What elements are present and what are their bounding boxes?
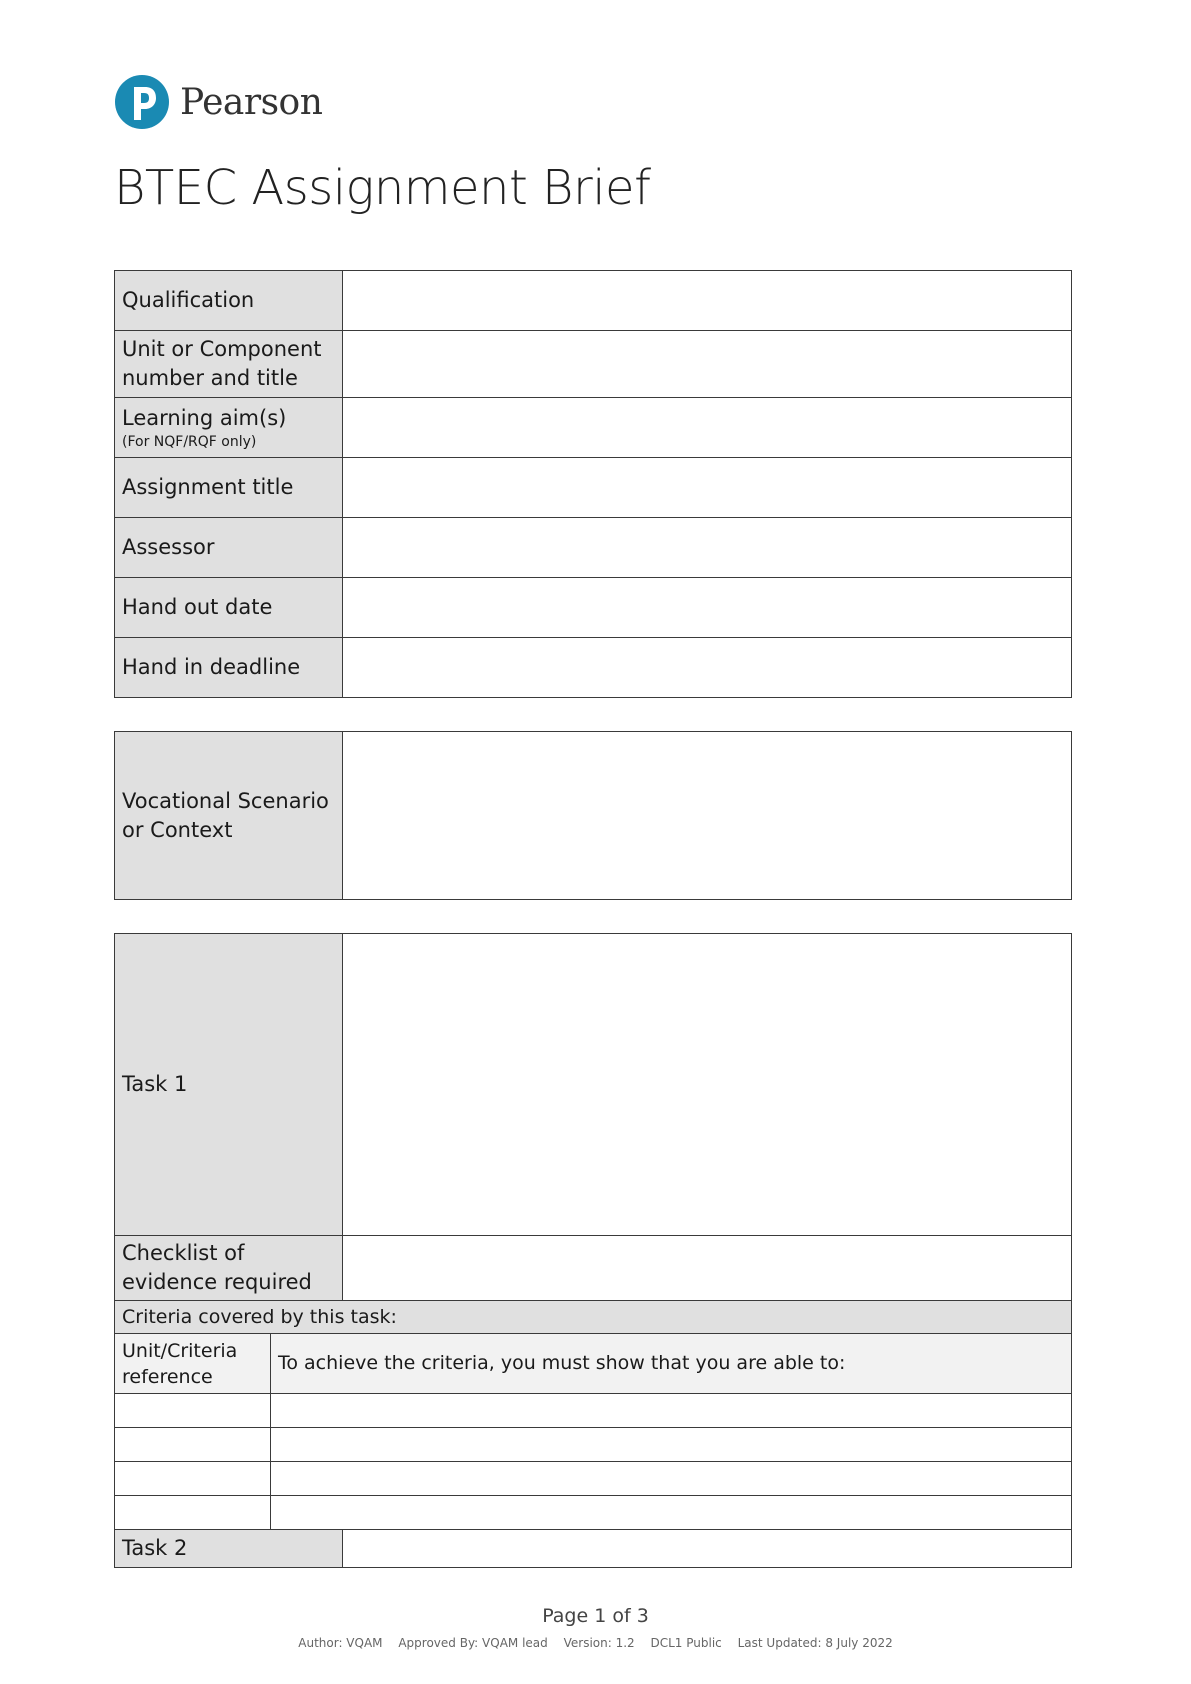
criteria-ref-cell[interactable] [115, 1496, 271, 1530]
footer-approved: Approved By: VQAM lead [398, 1636, 548, 1650]
row-scenario [115, 732, 1072, 900]
criteria-ref-cell[interactable] [115, 1394, 271, 1428]
footer-updated: Last Updated: 8 July 2022 [737, 1636, 893, 1650]
row-hand-out-date [115, 578, 1072, 638]
task1-label: Task 1 [115, 934, 343, 1236]
criteria-ref-cell[interactable] [115, 1428, 271, 1462]
task1-field[interactable] [343, 934, 1072, 1236]
scenario-table [114, 731, 1072, 900]
row-hand-in-deadline [115, 638, 1072, 698]
scenario-label: Vocational Scenario or Context [115, 732, 343, 900]
document-title: BTEC Assignment Brief [114, 160, 651, 216]
hand-out-date-label: Hand out date [115, 578, 343, 638]
footer-metadata [0, 1636, 1191, 1650]
row-task2 [115, 1530, 1072, 1568]
footer-version: Version: 1.2 [563, 1636, 635, 1650]
hand-out-date-field[interactable] [343, 578, 1072, 638]
footer-classification: DCL1 Public [650, 1636, 722, 1650]
row-task1 [115, 934, 1072, 1236]
criteria-row [115, 1394, 1072, 1428]
qualification-field[interactable] [343, 271, 1072, 331]
page-number: Page 1 of 3 [542, 1605, 649, 1627]
assessor-field[interactable] [343, 518, 1072, 578]
task2-label: Task 2 [115, 1530, 343, 1568]
pearson-p-icon [114, 72, 170, 132]
row-criteria-header [115, 1301, 1072, 1334]
unit-field[interactable] [343, 331, 1072, 398]
learning-aims-label-cell [115, 398, 343, 458]
criteria-desc-cell[interactable] [271, 1462, 1072, 1496]
criteria-ref-column-header: Unit/Criteria reference [115, 1334, 271, 1394]
checklist-label: Checklist of evidence required [115, 1236, 343, 1301]
learning-aims-note: (For NQF/RQF only) [122, 434, 257, 450]
criteria-desc-cell[interactable] [271, 1496, 1072, 1530]
row-checklist [115, 1236, 1072, 1301]
assessor-label: Assessor [115, 518, 343, 578]
assignment-title-field[interactable] [343, 458, 1072, 518]
row-criteria-columns [115, 1334, 1072, 1394]
criteria-desc-cell[interactable] [271, 1394, 1072, 1428]
checklist-field[interactable] [343, 1236, 1072, 1301]
task2-field[interactable] [343, 1530, 1072, 1568]
criteria-desc-column-header: To achieve the criteria, you must show that you are able to: [271, 1334, 1072, 1394]
unit-label: Unit or Component number and title [115, 331, 343, 398]
pearson-logo [114, 72, 322, 132]
criteria-ref-cell[interactable] [115, 1462, 271, 1496]
row-unit [115, 331, 1072, 398]
footer-author: Author: VQAM [298, 1636, 383, 1650]
assignment-title-label: Assignment title [115, 458, 343, 518]
learning-aims-label: Learning aim(s) [122, 406, 287, 430]
task1-table [114, 933, 1072, 1568]
row-assignment-title [115, 458, 1072, 518]
scenario-field[interactable] [343, 732, 1072, 900]
criteria-desc-cell[interactable] [271, 1428, 1072, 1462]
qualification-label: Qualification [115, 271, 343, 331]
row-learning-aims [115, 398, 1072, 458]
criteria-row [115, 1428, 1072, 1462]
criteria-row [115, 1462, 1072, 1496]
brand-name: Pearson [180, 81, 323, 123]
criteria-row [115, 1496, 1072, 1530]
hand-in-deadline-label: Hand in deadline [115, 638, 343, 698]
row-qualification [115, 271, 1072, 331]
learning-aims-field[interactable] [343, 398, 1072, 458]
criteria-header: Criteria covered by this task: [115, 1301, 1072, 1334]
hand-in-deadline-field[interactable] [343, 638, 1072, 698]
assignment-details-table [114, 270, 1072, 698]
row-assessor [115, 518, 1072, 578]
